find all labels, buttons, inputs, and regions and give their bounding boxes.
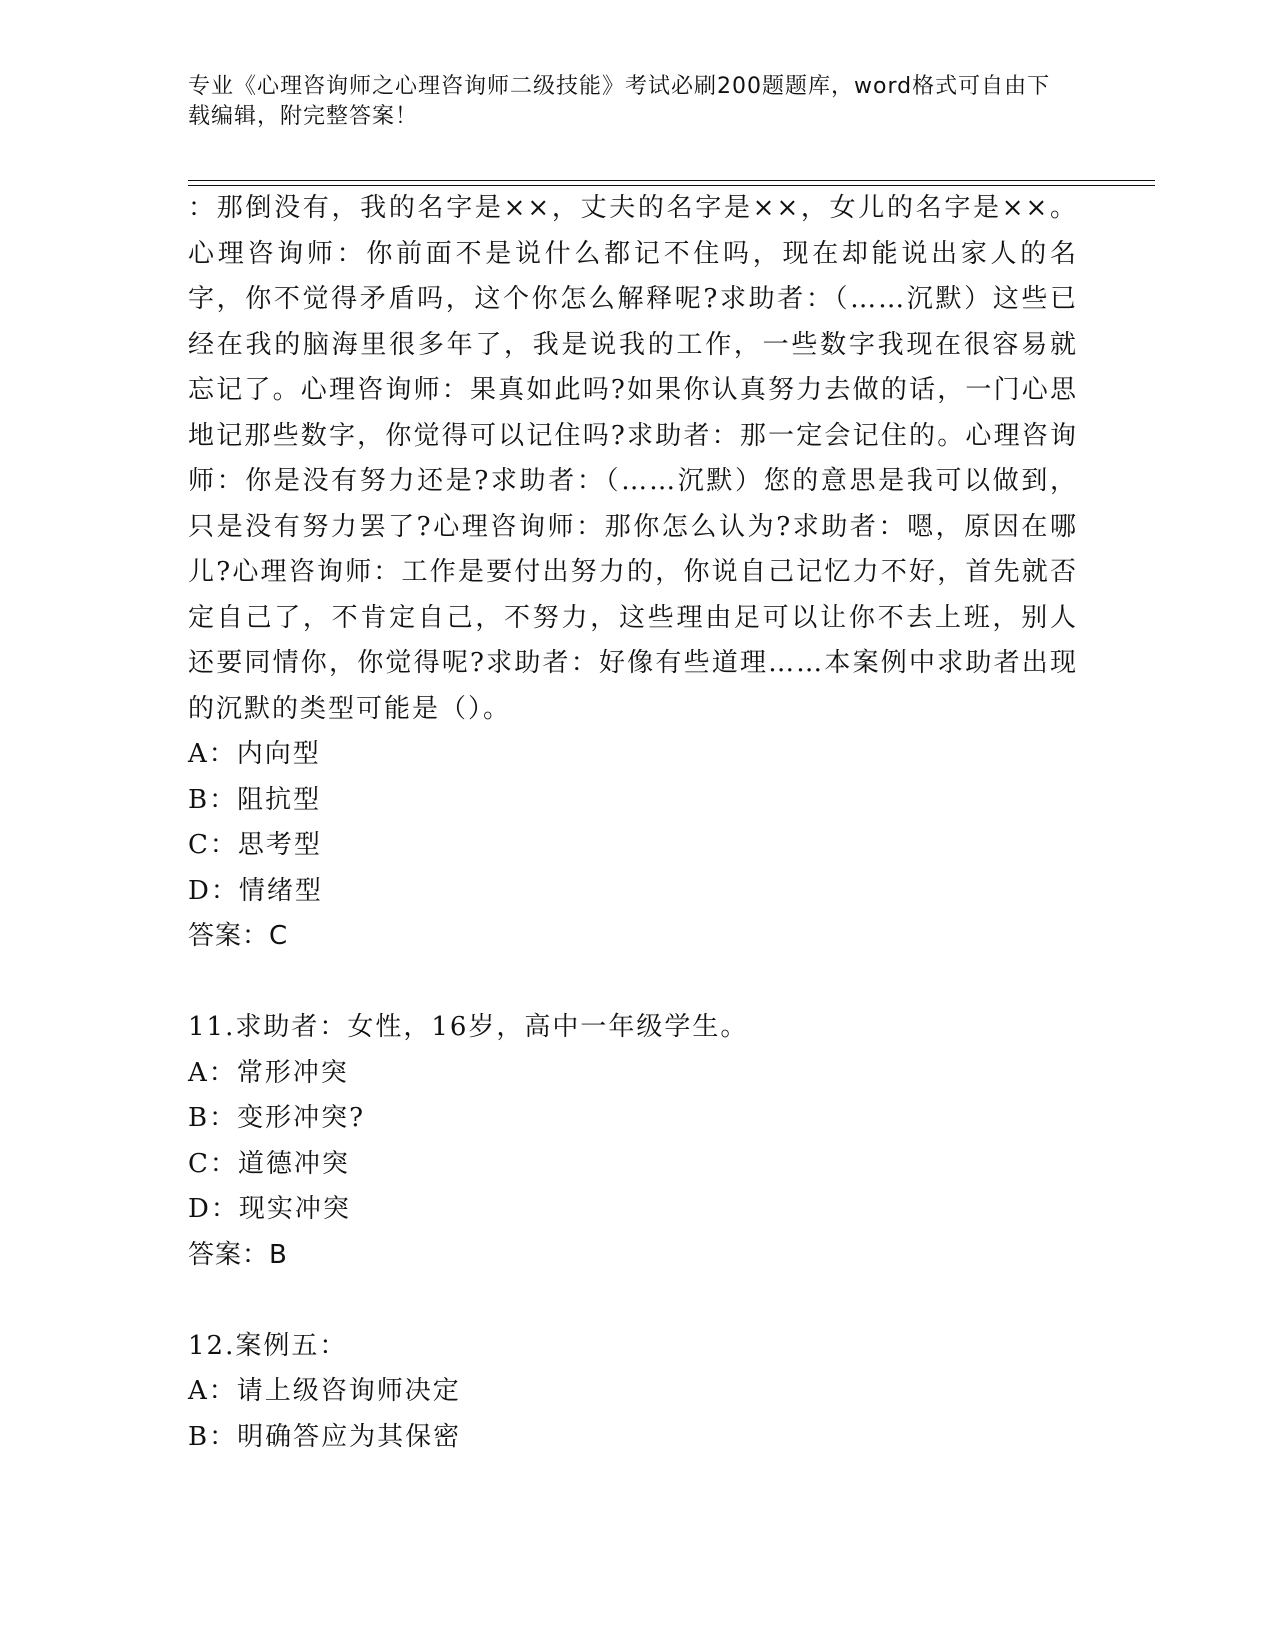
option-a: A：请上级咨询师决定 <box>188 1376 461 1406</box>
question-stem: 11.求助者：女性，16岁，高中一年级学生。 <box>188 1012 749 1042</box>
question-11 <box>188 1005 1078 1278</box>
option-d: D：现实冲突 <box>188 1194 351 1224</box>
option-a: A：内向型 <box>188 739 321 769</box>
question-passage: ：那倒没有，我的名字是××，丈夫的名字是××，女儿的名字是××。心理咨询师：你前面不是说什么都记不住吗，现在却能说出家人的名字，你不觉得矛盾吗，这个你怎么解释呢?求助者：（……沉默）这些已经在我的脑海里很多年了，我是说我的工作，一些数字我现在很容易就忘记了。心理咨询师：果真如此吗?如果你认真努力去做的话，一门心思地记那些数字，你觉得可以记住吗?求助者：那一定会记住的。心理咨询师：你是没有努力还是?求助者：（……沉默）您的意思是我可以做到，只是没有努力罢了?心理咨询师：那你怎么认为?求助者：嗯，原因在哪儿?心理咨询师：工作是要付出努力的，你说自己记忆力不好，首先就否定自己了，不肯定自己，不努力，这些理由足可以让你不去上班，别人还要同情你，你觉得呢?求助者：好像有些道理……本案例中求助者出现的沉默的类型可能是（）。 <box>188 193 1078 724</box>
option-b: B：阻抗型 <box>188 784 322 815</box>
answer-line: 答案：C <box>188 921 289 951</box>
header-divider-top <box>188 180 1155 181</box>
document-body <box>188 186 1078 1460</box>
option-a: A：常形冲突 <box>188 1057 349 1088</box>
spacer <box>188 1278 1078 1324</box>
spacer <box>188 960 1078 1006</box>
question-stem: 12.案例五： <box>188 1330 348 1361</box>
header-title: 专业《心理咨询师之心理咨询师二级技能》考试必刷200题题库，word格式可自由下载编辑，附完整答案！ <box>188 74 1051 129</box>
document-header <box>188 72 1068 132</box>
option-c: C：思考型 <box>188 830 322 860</box>
answer-line: 答案：B <box>188 1239 288 1270</box>
option-c: C：道德冲突 <box>188 1148 350 1179</box>
option-d: D：情绪型 <box>188 875 323 906</box>
option-b: B：变形冲突? <box>188 1103 366 1133</box>
option-b: B：明确答应为其保密 <box>188 1421 462 1452</box>
question-12 <box>188 1324 1078 1461</box>
question-10 <box>188 186 1078 960</box>
